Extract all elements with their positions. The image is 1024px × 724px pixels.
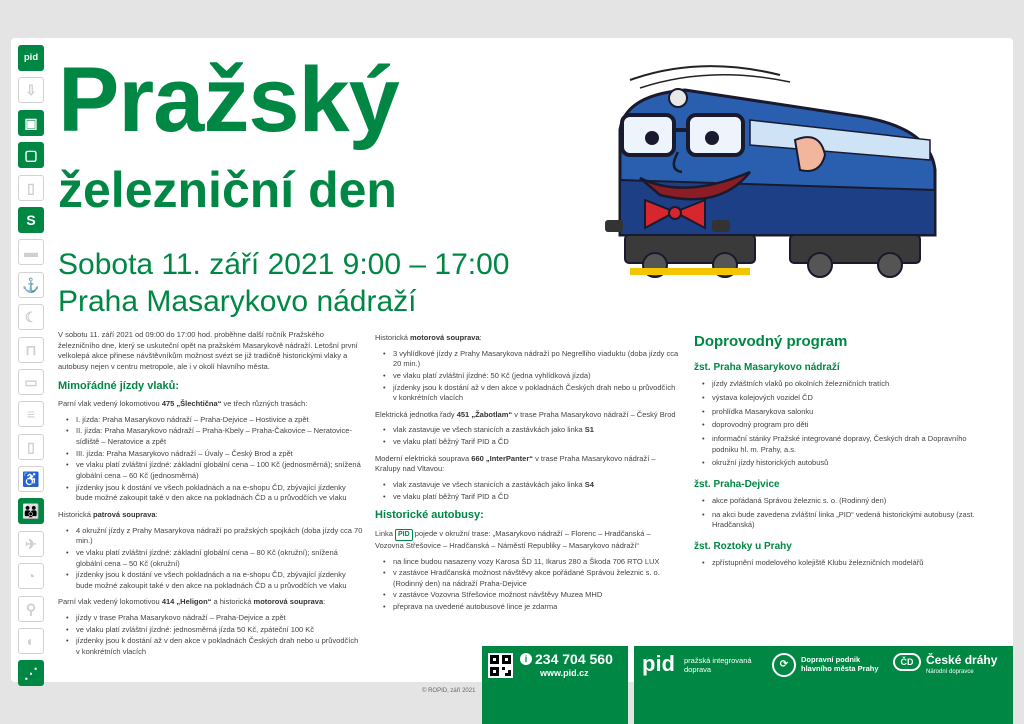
list-item: • výstava kolejových vozidel ČD: [694, 393, 994, 404]
list-item: • vlak zastavuje ve všech stanicích a zastávkách jako linka S1: [375, 425, 680, 436]
column-trains: [58, 330, 363, 664]
dog-icon: ◐: [18, 628, 44, 654]
paragraph: Moderní elektrická souprava 660 „InterPanter“ v trase Praha Masarykovo nádraží – Kralupy nad Vltavou:: [375, 453, 656, 474]
list-item: • III. jízda: Praha Masarykovo nádraží – Úvaly – Český Brod a zpět: [58, 449, 363, 460]
list-interpanter: [375, 480, 680, 502]
list-item: • informační stánky Pražské integrované dopravy, Českých drah a Dopravního podniku hl. m. Prahy, a.s.: [694, 434, 994, 455]
list-item: • II. jízda: Praha Masarykovo nádraží – Praha-Kbely – Praha-Čakovice – Neratovice-sídliště – Neratovice a zpět: [58, 426, 363, 447]
stroller-icon: ◔: [18, 563, 44, 589]
phone-icon: ▯: [18, 434, 44, 460]
list-item: • akce pořádaná Správou železnic s. o. (Rodinný den): [694, 496, 994, 507]
list-item: • prohlídka Masarykova salonku: [694, 407, 994, 418]
paragraph: Historická motorová souprava:: [375, 333, 482, 342]
s-train-icon: S: [18, 207, 44, 233]
list-item: • na akci bude zavedena zvláštní linka „PID“ vedená historickými autobusy (zast. Hradčanská): [694, 510, 994, 531]
list-buses: [375, 557, 680, 613]
list-item: • zpřístupnění modelového kolejiště Klubu železničních modelářů: [694, 558, 994, 569]
paragraph: Parní vlak vedený lokomotivou 414 „Heligon“ a historická motorová souprava:: [58, 597, 326, 607]
list-item: • 3 vyhlídkové jízdy z Prahy Masarykova nádraží po Negrelliho viaduktu (doba jízdy cca 20 min.): [375, 349, 680, 370]
intro-paragraph: V sobotu 11. září 2021 od 09:00 do 17:00 hod. proběhne další ročník Pražského železničního dne, který se uskuteční opět na pražském Masarykově nádraží. Letošní první velkolepá akce přinese návštěvníkům možnost svézt se již tradičně historickými vlaky a autobusy nejen v centru metropole, ale i v okolí hlavního města.: [58, 330, 358, 371]
paragraph: Elektrická jednotka řady 451 „Žabotlam“ v trase Praha Masarykovo nádraží – Český Brod: [375, 409, 676, 419]
section-heading-program: Doprovodný program: [694, 333, 848, 350]
pid-logo-text: pražská integrovaná doprava: [684, 656, 752, 674]
cd-logo-subtext: Národní dopravce: [926, 669, 974, 675]
list-item: • ve vlaku platí běžný Tarif PID a ČD: [375, 437, 680, 448]
list-item: • I. jízda: Praha Masarykovo nádraží – Praha-Dejvice – Hostivice a zpět: [58, 415, 363, 426]
qr-code-icon: [488, 653, 513, 678]
list-item: • jízdenky jsou k dostání až v den akce v pokladnách Českých drah nebo u průvodčích v konkrétních vlacích: [375, 383, 680, 404]
list-item: • 4 okružní jízdy z Prahy Masarykova nádraží po pražských spojkách (doba jízdy cca 70 min.): [58, 526, 363, 547]
list-steam-475: [58, 415, 363, 504]
dpp-logo-icon: ⟳: [772, 653, 796, 677]
list-roztoky: [694, 558, 994, 569]
list-item: • ve vlaku platí běžný Tarif PID a ČD: [375, 492, 680, 503]
paragraph: Linka PID pojede v okružní trase: „Masarykovo nádraží – Florenc – Hradčanská – Vozovna Střešovice – Hradčanská – Náměstí Republiky – Masarykovo nádraží“: [375, 528, 651, 550]
list-masarykovo: [694, 379, 994, 468]
list-item: • v zastávce Hradčanská možnost návštěvy akce pořádané Správou železnic s. o. (Rodinný den) na nádraží Praha-Dejvice: [375, 568, 680, 589]
partner-logos-footer: [634, 646, 1013, 724]
list-double-deck: [58, 526, 363, 592]
dpp-logo-text: Dopravní podnik hlavního města Prahy: [801, 655, 879, 673]
contact-footer: [482, 646, 628, 724]
list-item: • jízdy v trase Praha Masarykovo nádraží – Praha-Dejvice a zpět: [58, 613, 363, 624]
train-icon: ▬: [18, 239, 44, 265]
night-icon: ☾: [18, 304, 44, 330]
list-item: • ve vlaku platí zvláštní jízdné: 50 Kč (jedna vyhlídková jízda): [375, 371, 680, 382]
bicycle-icon: ⚲: [18, 596, 44, 622]
column-program: [694, 331, 994, 575]
timetable-icon: ≡: [18, 401, 44, 427]
list-item: • vlak zastavuje ve všech stanicích a zastávkách jako linka S4: [375, 480, 680, 491]
page-title-line2: železniční den: [58, 162, 397, 218]
list-item: • jízdenky jsou k dostání ve všech pokladnách a na e-shopu ČD, zbývající jízdenky bude možné zakoupit také v den akce na pokladnách ČD a u průvodčích ve vlaku: [58, 483, 363, 504]
transport-icon-sidebar: [18, 45, 44, 693]
pid-logo: pid: [642, 651, 675, 676]
list-heligon: [58, 613, 363, 658]
funicular-icon: ⊓: [18, 337, 44, 363]
list-item: • přeprava na uvedené autobusové lince je zdarma: [375, 602, 680, 613]
list-item: • jízdenky jsou k dostání ve všech pokladnách a na e-shopu ČD, zbývající jízdenky bude možné zakoupit také v den akce na pokladnách ČD a u průvodčích ve vlaku: [58, 570, 363, 591]
ferry-icon: ⚓: [18, 272, 44, 298]
wheelchair-icon: ♿: [18, 466, 44, 492]
pid-line-badge: PID: [395, 529, 413, 541]
event-date: Sobota 11. září 2021 9:00 – 17:00: [58, 248, 510, 281]
info-phone[interactable]: i 234 704 560: [520, 651, 613, 667]
list-item: • doprovodný program pro děti: [694, 420, 994, 431]
column-trains-buses: [375, 333, 680, 619]
tram-icon: ▣: [18, 110, 44, 136]
info-icon: i: [520, 653, 532, 665]
list-item: • okružní jízdy historických autobusů: [694, 458, 994, 469]
list-item: • v zastávce Vozovna Střešovice možnost návštěvy Muzea MHD: [375, 590, 680, 601]
down-arrow-icon: ⇩: [18, 77, 44, 103]
trolleybus-icon: ▯: [18, 175, 44, 201]
pid-logo-icon: pid: [18, 45, 44, 71]
list-item: • ve vlaku platí zvláštní jízdné: základní globální cena – 80 Kč (okružní); snížená globální cena – 50 Kč (okružní): [58, 548, 363, 569]
bus-icon: ▢: [18, 142, 44, 168]
list-item: • ve vlaku platí zvláštní jízdné: základní globální cena – 100 Kč (jednosměrná); snížená globální cena – 60 Kč (jednosměrná): [58, 460, 363, 481]
station-heading: žst. Praha Masarykovo nádraží: [694, 362, 840, 374]
list-zabotlam: [375, 425, 680, 447]
sign-icon: ▭: [18, 369, 44, 395]
list-item: • jízdenky jsou k dostání až v den akce v pokladnách Českých drah nebo u průvodčích v konkrétních vlacích: [58, 636, 363, 657]
plane-icon: ✈: [18, 531, 44, 557]
cd-logo-text: České dráhy: [926, 653, 998, 667]
station-heading: žst. Praha-Dejvice: [694, 478, 780, 490]
website-link[interactable]: www.pid.cz: [540, 668, 589, 678]
copyright-note: © ROPID, září 2021: [422, 688, 476, 694]
page-title: Pražský: [58, 49, 399, 151]
list-item: • na lince budou nasazeny vozy Karosa ŠD 11, Ikarus 280 a Škoda 706 RTO LUX: [375, 557, 680, 568]
list-dejvice: [694, 496, 994, 531]
family-icon: 👪: [18, 498, 44, 524]
section-heading-trains: Mimořádné jízdy vlaků:: [58, 379, 180, 392]
cd-logo-icon: ČD: [893, 653, 921, 671]
event-place: Praha Masarykovo nádraží: [58, 285, 417, 318]
section-heading-buses: Historické autobusy:: [375, 509, 484, 522]
paragraph: Parní vlak vedený lokomotivou 475 „Šlechtična“ ve třech různých trasách:: [58, 399, 308, 409]
station-heading: žst. Roztoky u Prahy: [694, 541, 792, 553]
list-item: • jízdy zvláštních vlaků po okolních železničních tratích: [694, 379, 994, 390]
list-item: • ve vlaku platí zvláštní jízdné: jednosměrná jízda 50 Kč, zpáteční 100 Kč: [58, 625, 363, 636]
paragraph: Historická patrová souprava:: [58, 509, 158, 519]
locomotive-mascot-illustration: [600, 60, 945, 285]
walk-icon: ⋰: [18, 660, 44, 686]
list-motor-set: [375, 349, 680, 404]
